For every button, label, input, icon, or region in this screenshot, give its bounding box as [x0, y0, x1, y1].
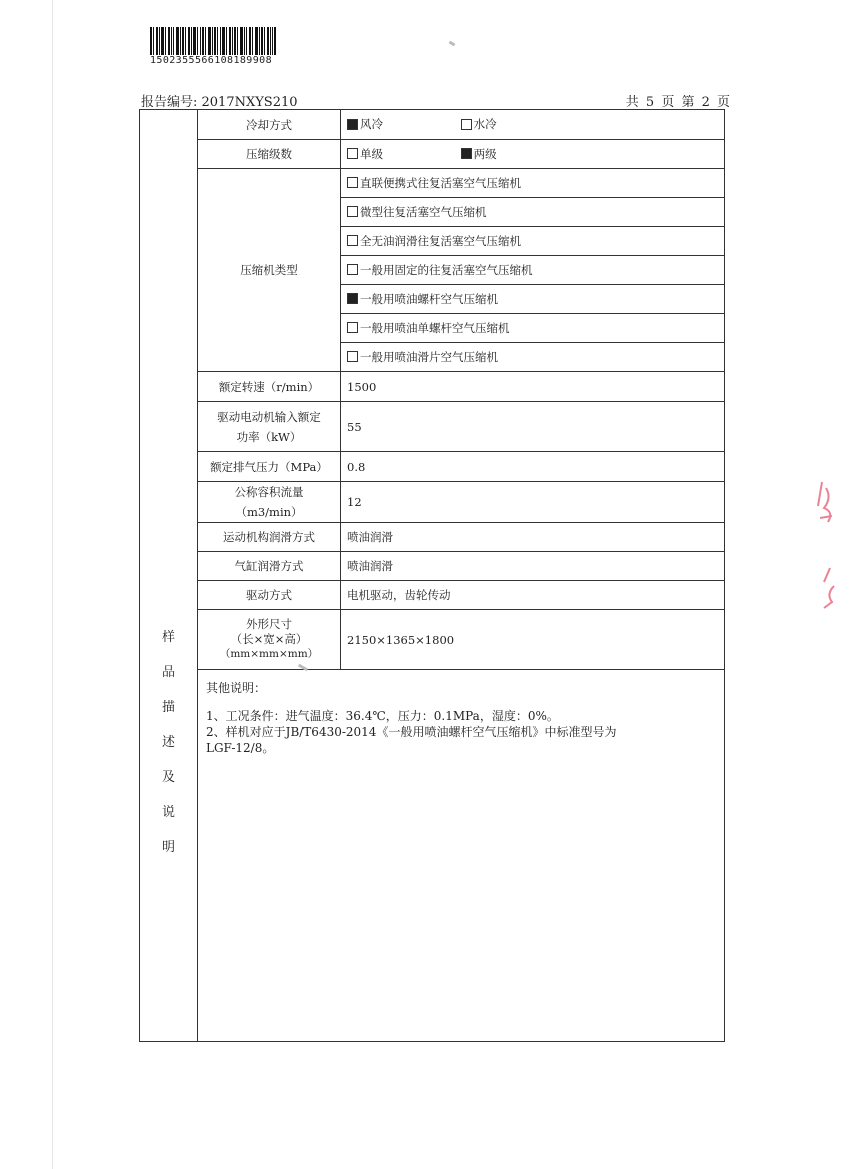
- side-char: 明: [161, 840, 175, 855]
- checkbox-icon: [461, 119, 472, 130]
- dimensions-value: 2150×1365×1800: [341, 610, 725, 670]
- notes-line: 1、工况条件：进气温度：36.4℃，压力：0.1MPa，湿度：0%。: [206, 709, 559, 723]
- checkbox-icon: [347, 119, 358, 130]
- checkbox-icon: [347, 293, 358, 304]
- cooling-label: 冷却方式: [198, 110, 341, 140]
- side-label: [162, 626, 175, 855]
- label-line: （mm×mm×mm）: [219, 648, 319, 660]
- page-info: 共 5 页 第 2 页: [625, 95, 730, 110]
- checkbox-icon: [347, 177, 358, 188]
- side-char: 及: [161, 770, 175, 785]
- cylinder-lubrication-row: [140, 552, 725, 581]
- option-label: 全无油润滑往复活塞空气压缩机: [360, 234, 521, 248]
- label-line: （长×宽×高）: [230, 632, 308, 646]
- cylinder-lubrication-label: 气缸润滑方式: [198, 552, 341, 581]
- compressor-type-option: [341, 285, 725, 314]
- barcode-number: 1502355566108189908: [150, 55, 272, 66]
- scan-speck: [449, 41, 456, 47]
- side-label-cell: [140, 110, 198, 1042]
- mechanism-lubrication-value: 喷油润滑: [341, 523, 725, 552]
- drive-mode-row: [140, 581, 725, 610]
- cooling-row: [140, 110, 725, 140]
- side-char: 说: [161, 805, 175, 820]
- notes-line: LGF-12/8。: [206, 741, 275, 755]
- compressor-type-option: [341, 198, 725, 227]
- discharge-pressure-row: [140, 452, 725, 482]
- flow-rate-value: 12: [341, 482, 725, 523]
- compressor-type-option: [341, 314, 725, 343]
- motor-power-value: 55: [341, 402, 725, 452]
- rated-speed-label: 额定转速（r/min）: [198, 372, 341, 402]
- option-label: 一般用喷油滑片空气压缩机: [360, 350, 498, 364]
- discharge-pressure-label: 额定排气压力（MPa）: [198, 452, 341, 482]
- compressor-type-option: [341, 256, 725, 285]
- notes-row: [140, 670, 725, 1042]
- dimensions-label: [198, 610, 341, 670]
- drive-mode-label: 驱动方式: [198, 581, 341, 610]
- label-line: 驱动电动机输入额定: [217, 409, 321, 424]
- notes-line: 2、样机对应于JB/T6430-2014《一般用喷油螺杆空气压缩机》中标准型号为: [206, 725, 617, 739]
- dimensions-row: [140, 610, 725, 670]
- stages-option-single: [347, 146, 457, 162]
- notes-title: 其他说明：: [206, 681, 267, 695]
- cooling-option-water: [461, 116, 497, 132]
- compressor-type-label: 压缩机类型: [198, 169, 341, 372]
- stages-row: [140, 140, 725, 169]
- motor-power-label: [198, 402, 341, 452]
- option-label: 一般用固定的往复活塞空气压缩机: [360, 263, 533, 277]
- mechanism-lubrication-row: [140, 523, 725, 552]
- compressor-type-option: [341, 169, 725, 198]
- option-label: 微型往复活塞空气压缩机: [360, 205, 487, 219]
- notes-cell: [198, 670, 725, 1042]
- checkbox-icon: [347, 235, 358, 246]
- scan-edge: [52, 0, 53, 1169]
- barcode: [150, 27, 276, 55]
- seal-stamp-fragment: [812, 478, 842, 618]
- checkbox-icon: [347, 322, 358, 333]
- compressor-type-row: [140, 169, 725, 198]
- drive-mode-value: 电机驱动，齿轮传动: [341, 581, 725, 610]
- flow-rate-row: [140, 482, 725, 523]
- side-char: 品: [161, 665, 175, 680]
- mechanism-lubrication-label: 运动机构润滑方式: [198, 523, 341, 552]
- stages-value: [341, 140, 725, 169]
- option-label: 水冷: [473, 117, 497, 132]
- side-char: 述: [161, 735, 175, 750]
- checkbox-icon: [347, 264, 358, 275]
- option-label: 一般用喷油螺杆空气压缩机: [360, 292, 498, 306]
- checkbox-icon: [347, 206, 358, 217]
- option-label: 单级: [360, 146, 383, 161]
- side-char: 描: [161, 700, 175, 715]
- checkbox-icon: [347, 148, 358, 159]
- rated-speed-row: [140, 372, 725, 402]
- label-line: 外形尺寸: [246, 617, 292, 631]
- report-number: 报告编号: 2017NXYS210: [141, 95, 298, 110]
- stages-label: 压缩级数: [198, 140, 341, 169]
- side-char: 样: [161, 630, 175, 645]
- rated-speed-value: 1500: [341, 372, 725, 402]
- checkbox-icon: [461, 148, 472, 159]
- option-label: 两级: [473, 146, 497, 161]
- cooling-value: [341, 110, 725, 140]
- discharge-pressure-value: 0.8: [341, 452, 725, 482]
- stages-option-two: [461, 146, 497, 162]
- option-label: 一般用喷油单螺杆空气压缩机: [360, 321, 510, 335]
- flow-rate-label: 公称容积流量（m3/min）: [198, 482, 341, 523]
- motor-power-row: [140, 402, 725, 452]
- checkbox-icon: [347, 351, 358, 362]
- cylinder-lubrication-value: 喷油润滑: [341, 552, 725, 581]
- label-line: 功率（kW）: [236, 429, 302, 444]
- option-label: 风冷: [360, 117, 383, 132]
- compressor-type-option: [341, 343, 725, 372]
- option-label: 直联便携式往复活塞空气压缩机: [360, 176, 521, 190]
- cooling-option-air: [347, 116, 457, 132]
- compressor-type-option: [341, 227, 725, 256]
- sample-description-table: [139, 109, 725, 1042]
